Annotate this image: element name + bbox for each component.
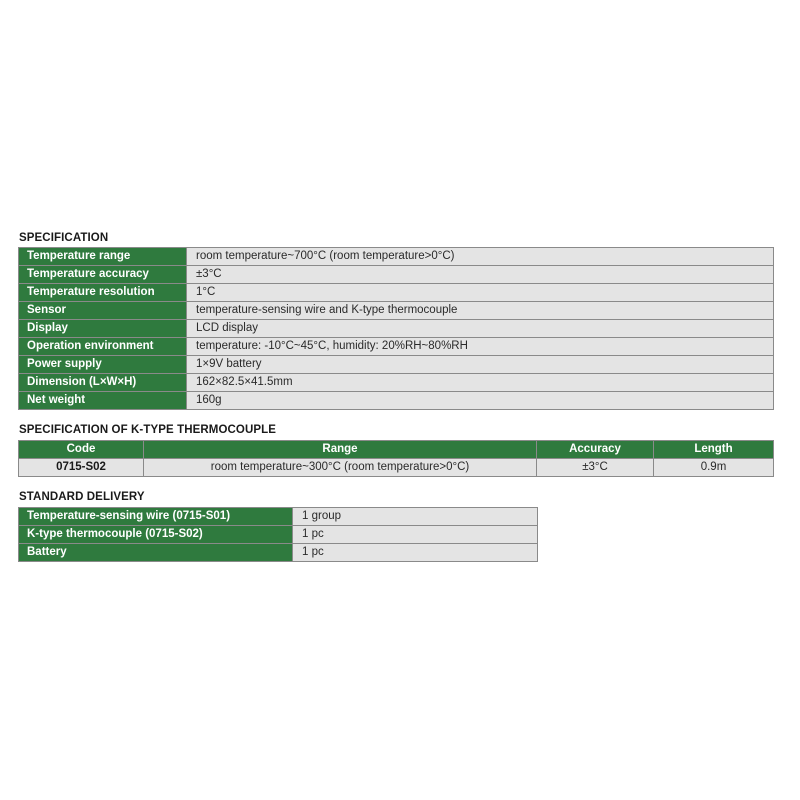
spec-value: 1×9V battery [187, 356, 774, 374]
column-header-length: Length [654, 441, 774, 459]
delivery-row-battery [19, 544, 538, 562]
spec-row-temperature-accuracy [19, 266, 774, 284]
spec-value: 1°C [187, 284, 774, 302]
spec-label: Display [19, 320, 187, 338]
thermocouple-title: SPECIFICATION OF K-TYPE THERMOCOUPLE [19, 424, 277, 436]
spec-label: Dimension (L×W×H) [19, 374, 187, 392]
column-header-accuracy: Accuracy [537, 441, 654, 459]
spec-label: Net weight [19, 392, 187, 410]
specification-title: SPECIFICATION [19, 232, 109, 244]
delivery-label: K-type thermocouple (0715-S02) [19, 526, 293, 544]
delivery-value: 1 pc [293, 526, 538, 544]
delivery-row-temperature-sensing-wire [19, 508, 538, 526]
spec-label: Power supply [19, 356, 187, 374]
spec-label: Temperature resolution [19, 284, 187, 302]
thermocouple-table [18, 440, 774, 477]
spec-row-display [19, 320, 774, 338]
column-header-range: Range [144, 441, 537, 459]
delivery-title: STANDARD DELIVERY [19, 491, 145, 503]
delivery-label: Battery [19, 544, 293, 562]
spec-label: Temperature range [19, 248, 187, 266]
spec-row-sensor [19, 302, 774, 320]
spec-value: temperature: -10°C~45°C, humidity: 20%RH~80%RH [187, 338, 774, 356]
column-header-code: Code [19, 441, 144, 459]
spec-value: 162×82.5×41.5mm [187, 374, 774, 392]
spec-label: Temperature accuracy [19, 266, 187, 284]
delivery-value: 1 pc [293, 544, 538, 562]
spec-value: 160g [187, 392, 774, 410]
table-row [19, 459, 774, 477]
spec-row-net-weight [19, 392, 774, 410]
spec-row-temperature-range [19, 248, 774, 266]
thermocouple-header-row [19, 441, 774, 459]
delivery-row-k-type-thermocouple [19, 526, 538, 544]
delivery-table [18, 507, 538, 562]
range-cell: room temperature~300°C (room temperature>0°C) [144, 459, 537, 477]
spec-row-dimension [19, 374, 774, 392]
spec-value: LCD display [187, 320, 774, 338]
spec-label: Operation environment [19, 338, 187, 356]
spec-label: Sensor [19, 302, 187, 320]
delivery-label: Temperature-sensing wire (0715-S01) [19, 508, 293, 526]
specification-table [18, 247, 774, 410]
code-cell: 0715-S02 [19, 459, 144, 477]
spec-row-operation-environment [19, 338, 774, 356]
delivery-value: 1 group [293, 508, 538, 526]
spec-value: ±3°C [187, 266, 774, 284]
spec-row-power-supply [19, 356, 774, 374]
spec-row-temperature-resolution [19, 284, 774, 302]
length-cell: 0.9m [654, 459, 774, 477]
accuracy-cell: ±3°C [537, 459, 654, 477]
spec-value: temperature-sensing wire and K-type thermocouple [187, 302, 774, 320]
spec-value: room temperature~700°C (room temperature>0°C) [187, 248, 774, 266]
